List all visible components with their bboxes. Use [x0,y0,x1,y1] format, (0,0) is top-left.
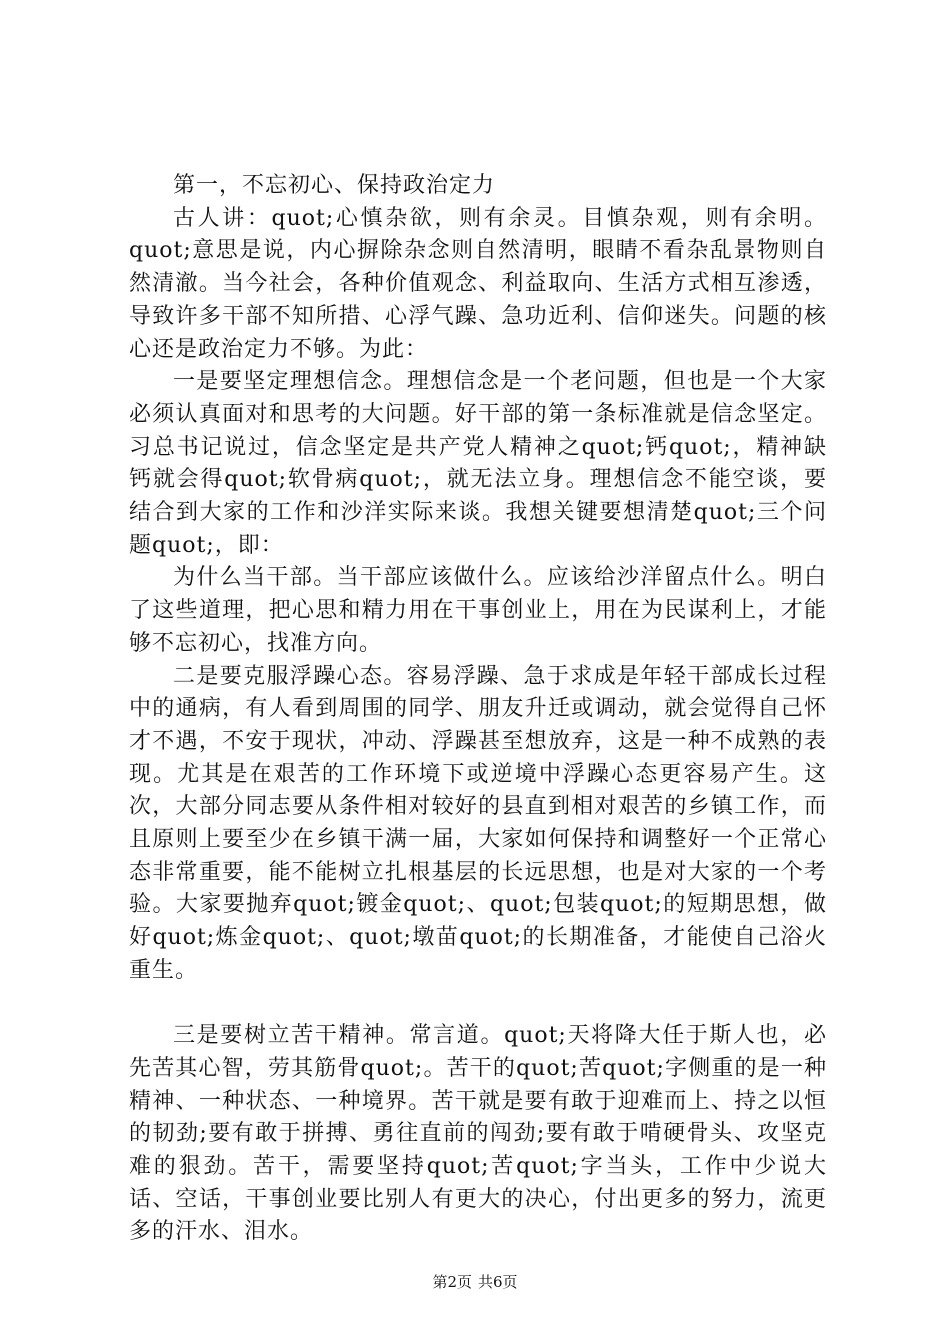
document-body [129,170,827,1249]
page-total: 共6页 [478,1273,518,1291]
page-footer [0,1272,950,1292]
section-heading: 第一，不忘初心、保持政治定力 [173,173,496,198]
paragraph-three-questions: 为什么当干部。当干部应该做什么。应该给沙洋留点什么。明白了这些道理，把心思和精力用在干事创业上，用在为民谋利上，才能够不忘初心，找准方向。 [129,565,827,656]
paragraph-intro: 古人讲：quot;心慎杂欲，则有余灵。目慎杂观，则有余明。quot;意思是说，内心摒除杂念则自然清明，眼睛不看杂乱景物则自然清澈。当今社会，各种价值观念、利益取向、生活方式相互渗透，导致许多干部不知所措、心浮气躁、急功近利、信仰迷失。问题的核心还是政治定力不够。为此： [129,205,827,362]
paragraph-overcome-impatience: 二是要克服浮躁心态。容易浮躁、急于求成是年轻干部成长过程中的通病，有人看到周围的同学、朋友升迁或调动，就会觉得自己怀才不遇，不安于现状，冲动、浮躁甚至想放弃，这是一种不成熟的表现。尤其是在艰苦的工作环境下或逆境中浮躁心态更容易产生。这次，大部分同志要从条件相对较好的县直到相对艰苦的乡镇工作，而且原则上要至少在乡镇干满一届，大家如何保持和调整好一个正常心态非常重要，能不能树立扎根基层的长远思想，也是对大家的一个考验。大家要抛弃quot;镀金quot;、quot;包装quot;的短期思想，做好quot;炼金quot;、quot;墩苗quot;的长期准备，才能使自己浴火重生。 [129,663,827,983]
page-number: 第2页 [432,1273,472,1291]
paragraph-ideals: 一是要坚定理想信念。理想信念是一个老问题，但也是一个大家必须认真面对和思考的大问题。好干部的第一条标准就是信念坚定。习总书记说过，信念坚定是共产党人精神之quot;钙quot;，精神缺钙就会得quot;软骨病quot;，就无法立身。理想信念不能空谈，要结合到大家的工作和沙洋实际来谈。我想关键要想清楚quot;三个问题quot;，即： [129,369,827,558]
paragraph-hard-work: 三是要树立苦干精神。常言道。quot;天将降大任于斯人也，必先苦其心智，劳其筋骨quot;。苦干的quot;苦quot;字侧重的是一种精神、一种状态、一种境界。苦干就是要有敢于迎难而上、持之以恒的韧劲;要有敢于拼搏、勇往直前的闯劲;要有敢于啃硬骨头、攻坚克难的狠劲。苦干，需要坚持quot;苦quot;字当头，工作中少说大话、空话，干事创业要比别人有更大的决心，付出更多的努力，流更多的汗水、泪水。 [129,1023,827,1245]
